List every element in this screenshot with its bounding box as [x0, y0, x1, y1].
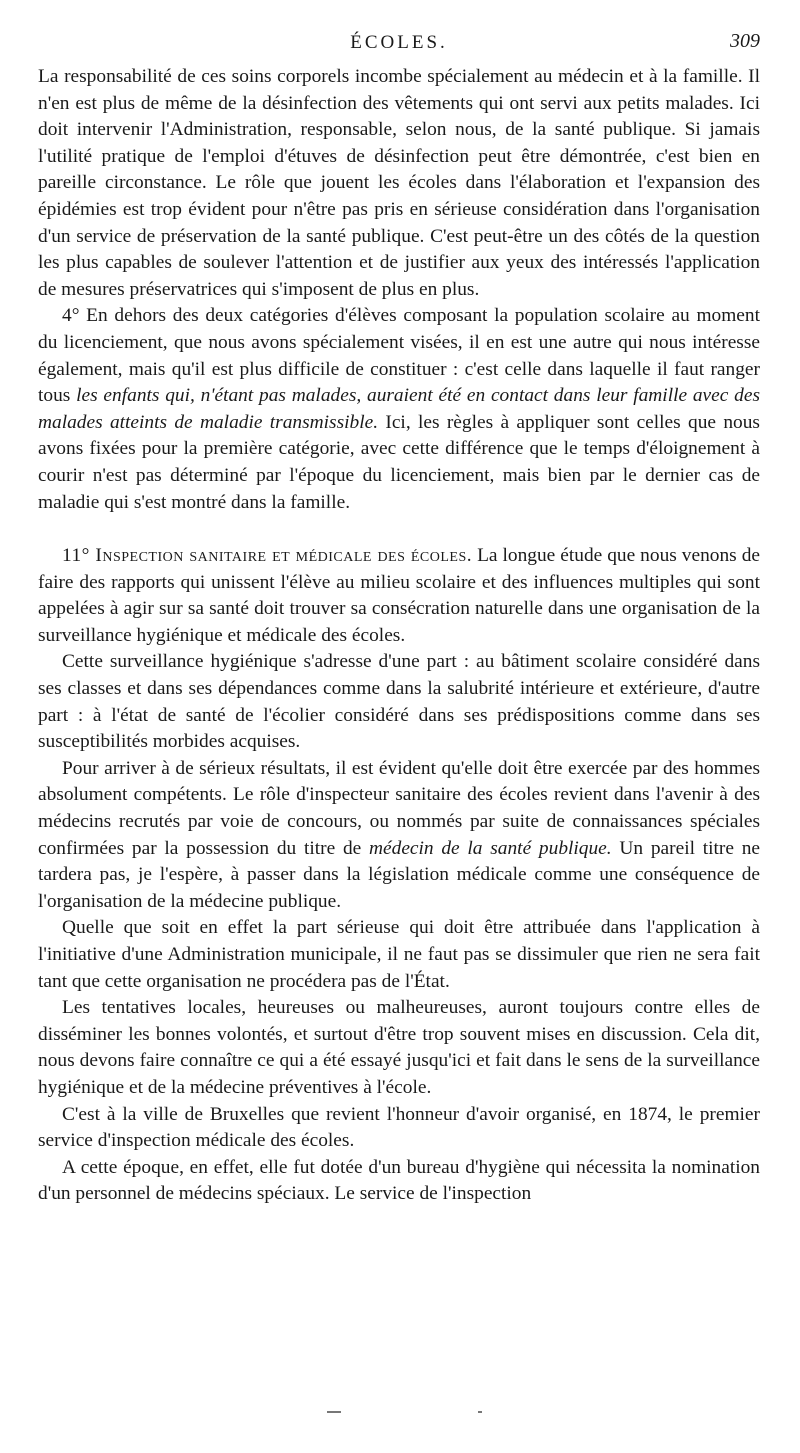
- paragraph-item-4: [38, 303, 760, 516]
- paragraph: [38, 756, 760, 916]
- section-heading: 11° Inspection sanitaire et médicale des écoles.: [62, 545, 473, 567]
- paragraph-text: Un pareil titre ne tardera pas, je l'espère, à passer dans la législation médicale comme une conséquence de l'organisation de la médecine publique.: [38, 837, 760, 912]
- paragraph-text: La longue étude que nous venons de faire des rapports qui unissent l'élève au milieu scolaire et des influences multiples qui sont appelées à agir sur sa santé doit trouver sa consécration naturelle dans une organisation de la surveillance hygiénique et médicale des écoles.: [38, 545, 760, 646]
- paragraph: A cette époque, en effet, elle fut dotée d'un bureau d'hygiène qui nécessita la nomination d'un personnel de médecins spéciaux. Le service de l'inspection: [38, 1156, 760, 1205]
- page-header: [38, 30, 760, 60]
- italic-phrase: médecin de la santé publique.: [369, 837, 612, 859]
- paragraph: C'est à la ville de Bruxelles que revient l'honneur d'avoir organisé, en 1874, le premier service d'inspection médicale des écoles.: [38, 1103, 760, 1152]
- paragraph-text: Pour arriver à de sérieux résultats, il est évident qu'elle doit être exercée par des hommes absolument compétents. Le rôle d'inspecteur sanitaire des écoles revient dans l'avenir à des médecins recrutés par voie de concours, ou nommés par suite de connaissances spéciales confirmées par la possession du titre de: [38, 757, 760, 859]
- paragraph-text: Ici, les règles à appliquer sont celles que nous avons fixées pour la première catégorie, avec cette différence que le temps d'éloignement à courir n'est pas déterminé par l'époque du licenciement, mais bien par le dernier cas de maladie qui s'est montré dans la famille.: [38, 411, 760, 513]
- italic-phrase: les enfants qui, n'étant pas malades, auraient été en contact dans leur famille avec des malades atteints de maladie transmissible.: [38, 385, 761, 433]
- paragraph-continuation: La responsabilité de ces soins corporels incombe spécialement au médecin et à la famille. Il n'en est plus de même de la désinfection des vêtements qui ont servi aux petits malades. Ici doit intervenir l'Administration, responsable, selon nous, de la santé publique. Si jamais l'utilité pratique de l'emploi d'étuves de désinfection peut être démontrée, c'est bien en pareille circonstance. Le rôle que jouent les écoles dans l'élaboration et l'expansion des épidémies est trop évident pour n'être pas pris en sérieuse considération dans l'organisation d'un service de préservation de la santé publique. C'est peut-être un des côtés de la question les plus capables de soulever l'attention et de justifier aux yeux des intéressés l'application de mesures préservatrices qui s'imposent de plus en plus.: [38, 66, 760, 300]
- paragraph: Les tentatives locales, heureuses ou malheureuses, auront toujours contre elles de disséminer les bonnes volontés, et surtout d'être trop souvent mises en discussion. Cela dit, nous devons faire connaître ce qui a été essayé jusqu'ici et fait dans le sens de la surveillance hygiénique et de la médecine préventives à l'école.: [38, 997, 760, 1098]
- paragraph: Quelle que soit en effet la part sérieuse qui doit être attribuée dans l'application à l'initiative d'une Administration municipale, il ne faut pas se dissimuler que rien ne sera fait tant que cette organisation ne procédera pas de l'État.: [38, 917, 760, 992]
- page-number: 309: [730, 30, 760, 52]
- footer-dot-mark: [478, 1411, 482, 1413]
- section-11-paragraph: [38, 543, 760, 649]
- paragraph: Cette surveillance hygiénique s'adresse d'une part : au bâtiment scolaire considéré dans ses classes et dans ses dépendances comme dans la salubrité intérieure et extérieure, d'autre part : à l'état de santé de l'écolier considéré dans ses prédispositions comme dans ses susceptibilités morbides acquises.: [38, 651, 760, 753]
- running-head: ÉCOLES.: [350, 32, 448, 53]
- page-body: [38, 64, 760, 1208]
- paragraph-text: 4° En dehors des deux catégories d'élèves composant la population scolaire au moment du licenciement, que nous avons spécialement visées, il en est une autre qui nous intéresse également, mais qu'il est plus difficile de constituer : c'est celle dans laquelle il faut ranger tous: [38, 305, 760, 407]
- footer-dash-mark: [327, 1411, 341, 1413]
